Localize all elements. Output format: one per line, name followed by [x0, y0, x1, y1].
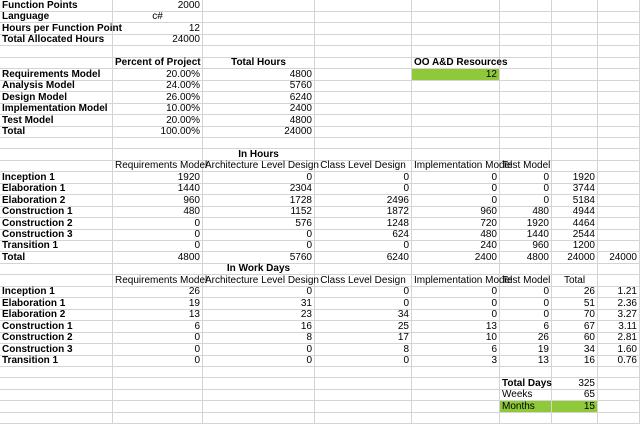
empty-cell[interactable] [598, 34, 640, 46]
empty-cell[interactable] [315, 57, 412, 69]
phase-label[interactable]: Construction 3 [0, 344, 113, 356]
phase-label[interactable]: Construction 2 [0, 218, 113, 230]
work-days-value[interactable]: 17 [315, 332, 412, 344]
empty-cell[interactable] [598, 80, 640, 92]
phase-label[interactable]: Construction 2 [0, 332, 113, 344]
work-days-value[interactable]: 6 [412, 344, 500, 356]
work-days-value[interactable]: 31 [203, 298, 315, 310]
empty-cell[interactable] [552, 366, 598, 378]
total-allocated-label[interactable]: Total Allocated Hours [0, 34, 113, 46]
in-hours-column-header[interactable]: Requirements Model [115, 160, 208, 171]
empty-cell[interactable] [315, 34, 412, 46]
work-days-value[interactable]: 0 [412, 286, 500, 298]
work-days-value[interactable]: 0 [315, 298, 412, 310]
empty-cell[interactable] [552, 263, 598, 275]
empty-cell[interactable] [203, 366, 315, 378]
work-days-value[interactable]: 0 [412, 309, 500, 321]
hours-total-value[interactable]: 4800 [113, 252, 203, 264]
function-points-value[interactable]: 2000 [113, 0, 203, 12]
hours-value[interactable]: 1152 [203, 206, 315, 218]
work-days-value[interactable]: 26 [113, 286, 203, 298]
model-percent[interactable]: 20.00% [113, 69, 203, 81]
work-days-value[interactable]: 10 [412, 332, 500, 344]
empty-cell[interactable] [113, 389, 203, 401]
empty-cell[interactable] [598, 57, 640, 69]
work-days-value[interactable]: 13 [412, 321, 500, 333]
hours-value[interactable]: 0 [113, 240, 203, 252]
weeks-value[interactable]: 65 [552, 389, 598, 401]
hours-value[interactable]: 1248 [315, 218, 412, 230]
empty-cell[interactable] [412, 366, 500, 378]
work-days-value[interactable]: 6 [113, 321, 203, 333]
model-hours[interactable]: 4800 [203, 115, 315, 127]
empty-cell[interactable] [203, 137, 315, 149]
work-days-value[interactable]: 0 [113, 332, 203, 344]
empty-cell[interactable] [203, 389, 315, 401]
empty-cell[interactable] [598, 412, 640, 424]
empty-cell[interactable] [598, 263, 640, 275]
work-days-value[interactable]: 67 [552, 321, 598, 333]
work-days-column-header[interactable]: Requirements Model [115, 275, 208, 286]
work-days-value[interactable]: 34 [552, 344, 598, 356]
work-days-value[interactable]: 0 [113, 355, 203, 367]
in-hours-column-header[interactable]: Class Level Design [315, 160, 412, 172]
empty-cell[interactable] [598, 183, 640, 195]
work-days-value[interactable]: 51 [552, 298, 598, 310]
total-days-label[interactable]: Total Days [502, 378, 552, 389]
work-days-value[interactable]: 8 [315, 344, 412, 356]
work-days-column-header[interactable]: Implementation Model [414, 275, 513, 286]
empty-cell[interactable] [598, 389, 640, 401]
empty-cell[interactable] [113, 366, 203, 378]
empty-cell[interactable] [315, 137, 412, 149]
work-days-value[interactable]: 0.76 [598, 355, 640, 367]
months-label[interactable]: Months [500, 401, 552, 413]
work-days-column-header[interactable]: Total [552, 275, 598, 287]
work-days-value[interactable]: 0 [113, 344, 203, 356]
hours-value[interactable]: 720 [412, 218, 500, 230]
empty-cell[interactable] [113, 137, 203, 149]
hours-value[interactable]: 0 [315, 183, 412, 195]
model-row-label[interactable]: Design Model [0, 92, 113, 104]
oo-resources-label[interactable]: OO A&D Resources [414, 57, 508, 68]
phase-label[interactable]: Inception 1 [0, 172, 113, 184]
hours-value[interactable]: 1728 [203, 195, 315, 207]
hours-value[interactable]: 2496 [315, 195, 412, 207]
phase-label[interactable]: Elaboration 2 [0, 195, 113, 207]
work-days-value[interactable]: 23 [203, 309, 315, 321]
language-label[interactable]: Language [0, 11, 113, 23]
empty-cell[interactable] [598, 366, 640, 378]
hours-value[interactable]: 1440 [113, 183, 203, 195]
empty-cell[interactable] [500, 11, 552, 23]
empty-cell[interactable] [315, 263, 412, 275]
work-days-value[interactable]: 8 [203, 332, 315, 344]
hours-value[interactable]: 0 [500, 172, 552, 184]
in-hours-column-header[interactable]: Architecture Level Design [205, 160, 319, 171]
empty-cell[interactable] [598, 11, 640, 23]
empty-cell[interactable] [0, 389, 113, 401]
empty-cell[interactable] [0, 263, 113, 275]
hours-total-value[interactable]: 2400 [412, 252, 500, 264]
phase-label[interactable]: Construction 1 [0, 321, 113, 333]
work-days-value[interactable]: 2.81 [598, 332, 640, 344]
hours-value[interactable]: 0 [203, 229, 315, 241]
hours-value[interactable]: 0 [315, 240, 412, 252]
phase-label[interactable]: Construction 1 [0, 206, 113, 218]
hours-value[interactable]: 960 [113, 195, 203, 207]
work-days-value[interactable]: 0 [203, 355, 315, 367]
work-days-value[interactable]: 0 [500, 309, 552, 321]
total-hours-column-header[interactable]: Total Hours [203, 57, 315, 69]
hours-value[interactable]: 1200 [552, 240, 598, 252]
model-hours[interactable]: 2400 [203, 103, 315, 115]
hours-value[interactable]: 0 [315, 172, 412, 184]
phase-label[interactable]: Construction 3 [0, 229, 113, 241]
model-row-label[interactable]: Implementation Model [0, 103, 113, 115]
empty-cell[interactable] [500, 80, 552, 92]
hours-total-label[interactable]: Total [0, 252, 113, 264]
model-hours[interactable]: 6240 [203, 92, 315, 104]
in-hours-column-header[interactable]: Test Model [502, 160, 551, 171]
hours-value[interactable]: 1872 [315, 206, 412, 218]
in-work-days-title[interactable]: In Work Days [203, 263, 315, 275]
work-days-value[interactable]: 16 [203, 321, 315, 333]
hours-value[interactable]: 2544 [552, 229, 598, 241]
empty-cell[interactable] [500, 34, 552, 46]
hours-per-fp-label[interactable]: Hours per Function Point [2, 23, 122, 34]
hours-value[interactable]: 0 [412, 172, 500, 184]
hours-value[interactable]: 0 [203, 240, 315, 252]
empty-cell[interactable] [552, 160, 598, 172]
empty-cell[interactable] [598, 240, 640, 252]
hours-value[interactable]: 480 [412, 229, 500, 241]
in-hours-column-header[interactable]: Implementation Model [414, 160, 513, 171]
model-percent[interactable]: 20.00% [113, 115, 203, 127]
work-days-value[interactable]: 3 [412, 355, 500, 367]
work-days-value[interactable]: 2.36 [598, 298, 640, 310]
hours-total-value[interactable]: 24000 [552, 252, 598, 264]
empty-cell[interactable] [598, 206, 640, 218]
empty-cell[interactable] [203, 412, 315, 424]
weeks-label[interactable]: Weeks [500, 389, 552, 401]
hours-total-value[interactable]: 4800 [500, 252, 552, 264]
empty-cell[interactable] [412, 389, 500, 401]
empty-cell[interactable] [412, 103, 500, 115]
empty-cell[interactable] [113, 412, 203, 424]
hours-value[interactable]: 3744 [552, 183, 598, 195]
model-hours[interactable]: 24000 [203, 126, 315, 138]
phase-label[interactable]: Elaboration 1 [0, 298, 113, 310]
hours-total-value[interactable]: 6240 [315, 252, 412, 264]
empty-cell[interactable] [412, 11, 500, 23]
hours-value[interactable]: 4944 [552, 206, 598, 218]
language-value[interactable]: c# [113, 11, 203, 23]
work-days-value[interactable]: 60 [552, 332, 598, 344]
empty-cell[interactable] [598, 137, 640, 149]
empty-cell[interactable] [552, 137, 598, 149]
empty-cell[interactable] [412, 137, 500, 149]
empty-cell[interactable] [552, 103, 598, 115]
work-days-value[interactable]: 0 [315, 286, 412, 298]
work-days-value[interactable]: 0 [315, 355, 412, 367]
hours-value[interactable]: 1440 [500, 229, 552, 241]
phase-label[interactable]: Inception 1 [0, 286, 113, 298]
empty-cell[interactable] [315, 389, 412, 401]
function-points-label[interactable]: Function Points [0, 0, 113, 12]
work-days-value[interactable]: 13 [113, 309, 203, 321]
hours-value[interactable]: 624 [315, 229, 412, 241]
model-row-label[interactable]: Analysis Model [0, 80, 113, 92]
work-days-value[interactable]: 16 [552, 355, 598, 367]
hours-total-value[interactable]: 5760 [203, 252, 315, 264]
work-days-column-header[interactable]: Architecture Level Design [205, 275, 319, 286]
hours-value[interactable]: 960 [500, 240, 552, 252]
empty-cell[interactable] [113, 263, 203, 275]
empty-cell[interactable] [552, 80, 598, 92]
work-days-column-header[interactable]: Class Level Design [315, 275, 412, 287]
work-days-value[interactable]: 0 [500, 298, 552, 310]
empty-cell[interactable] [203, 11, 315, 23]
hours-value[interactable]: 2304 [203, 183, 315, 195]
model-percent[interactable]: 24.00% [113, 80, 203, 92]
empty-cell[interactable] [0, 160, 113, 172]
phase-label[interactable]: Transition 1 [0, 240, 113, 252]
model-row-label[interactable]: Requirements Model [0, 69, 113, 81]
model-row-label[interactable]: Total [0, 126, 113, 138]
empty-cell[interactable] [0, 412, 113, 424]
hours-value[interactable]: 0 [203, 172, 315, 184]
empty-cell[interactable] [315, 103, 412, 115]
empty-cell[interactable] [0, 366, 113, 378]
empty-cell[interactable] [203, 34, 315, 46]
hours-total-value[interactable]: 24000 [598, 252, 640, 264]
hours-value[interactable]: 480 [113, 206, 203, 218]
phase-label[interactable]: Transition 1 [0, 355, 113, 367]
work-days-value[interactable]: 1.21 [598, 286, 640, 298]
hours-value[interactable]: 0 [500, 195, 552, 207]
work-days-value[interactable]: 1.60 [598, 344, 640, 356]
hours-per-fp-value[interactable]: 12 [113, 23, 203, 35]
empty-cell[interactable] [500, 366, 552, 378]
percent-column-header[interactable]: Percent of Project [113, 57, 203, 69]
hours-value[interactable]: 4464 [552, 218, 598, 230]
empty-cell[interactable] [0, 57, 113, 69]
empty-cell[interactable] [552, 11, 598, 23]
empty-cell[interactable] [552, 34, 598, 46]
work-days-value[interactable]: 25 [315, 321, 412, 333]
months-value[interactable]: 15 [552, 401, 598, 413]
work-days-value[interactable]: 3.27 [598, 309, 640, 321]
work-days-column-header[interactable]: Test Model [502, 275, 551, 286]
empty-cell[interactable] [315, 412, 412, 424]
empty-cell[interactable] [315, 80, 412, 92]
empty-cell[interactable] [598, 160, 640, 172]
work-days-value[interactable]: 19 [500, 344, 552, 356]
empty-cell[interactable] [500, 137, 552, 149]
hours-value[interactable]: 5184 [552, 195, 598, 207]
hours-value[interactable]: 1920 [500, 218, 552, 230]
work-days-value[interactable]: 0 [203, 344, 315, 356]
hours-value[interactable]: 576 [203, 218, 315, 230]
empty-cell[interactable] [315, 11, 412, 23]
work-days-value[interactable]: 6 [500, 321, 552, 333]
work-days-value[interactable]: 26 [500, 332, 552, 344]
hours-value[interactable]: 0 [412, 183, 500, 195]
model-row-label[interactable]: Test Model [0, 115, 113, 127]
work-days-value[interactable]: 19 [113, 298, 203, 310]
empty-cell[interactable] [500, 263, 552, 275]
work-days-value[interactable]: 70 [552, 309, 598, 321]
empty-cell[interactable] [0, 137, 113, 149]
hours-value[interactable]: 0 [500, 183, 552, 195]
empty-cell[interactable] [412, 412, 500, 424]
empty-cell[interactable] [412, 80, 500, 92]
phase-label[interactable]: Elaboration 1 [0, 183, 113, 195]
model-percent[interactable]: 10.00% [113, 103, 203, 115]
phase-label[interactable]: Elaboration 2 [0, 309, 113, 321]
empty-cell[interactable] [552, 57, 598, 69]
total-allocated-value[interactable]: 24000 [113, 34, 203, 46]
hours-value[interactable]: 960 [412, 206, 500, 218]
work-days-value[interactable]: 13 [500, 355, 552, 367]
empty-cell[interactable] [500, 412, 552, 424]
work-days-value[interactable]: 0 [500, 286, 552, 298]
empty-cell[interactable] [315, 366, 412, 378]
empty-cell[interactable] [412, 34, 500, 46]
work-days-value[interactable]: 0 [412, 298, 500, 310]
oo-resources-value[interactable]: 12 [412, 69, 500, 81]
hours-value[interactable]: 1920 [113, 172, 203, 184]
empty-cell[interactable] [412, 263, 500, 275]
hours-value[interactable]: 240 [412, 240, 500, 252]
total-days-value[interactable]: 325 [552, 378, 598, 390]
empty-cell[interactable] [552, 412, 598, 424]
work-days-value[interactable]: 0 [203, 286, 315, 298]
hours-value[interactable]: 0 [113, 229, 203, 241]
model-percent[interactable]: 26.00% [113, 92, 203, 104]
work-days-value[interactable]: 3.11 [598, 321, 640, 333]
in-hours-title[interactable]: In Hours [203, 149, 315, 161]
model-hours[interactable]: 5760 [203, 80, 315, 92]
empty-cell[interactable] [598, 103, 640, 115]
empty-cell[interactable] [500, 103, 552, 115]
work-days-value[interactable]: 26 [552, 286, 598, 298]
hours-value[interactable]: 480 [500, 206, 552, 218]
hours-value[interactable]: 1920 [552, 172, 598, 184]
hours-value[interactable]: 0 [113, 218, 203, 230]
hours-value[interactable]: 0 [412, 195, 500, 207]
work-days-value[interactable]: 34 [315, 309, 412, 321]
model-percent[interactable]: 100.00% [113, 126, 203, 138]
model-hours[interactable]: 4800 [203, 69, 315, 81]
